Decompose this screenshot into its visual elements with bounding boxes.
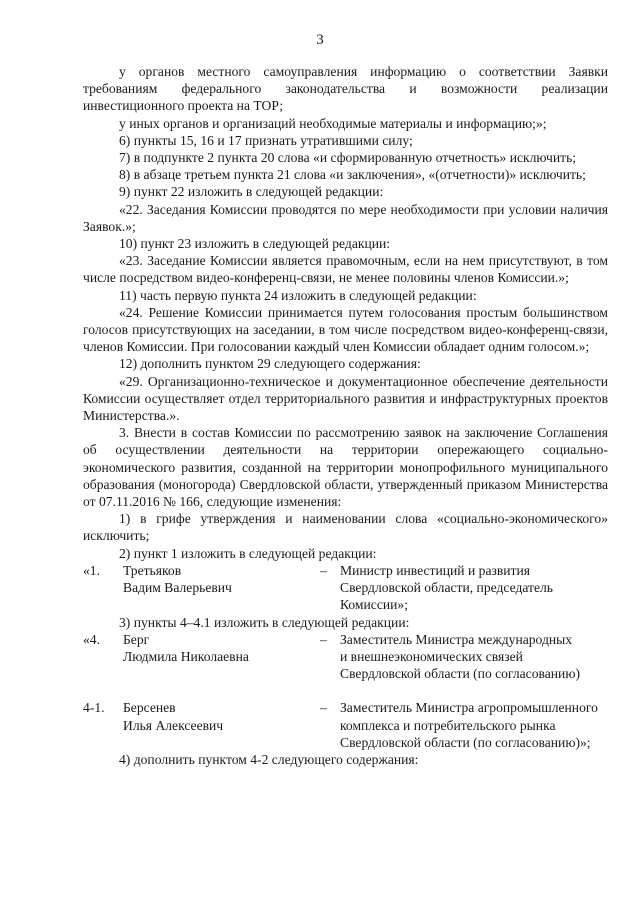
paragraph-2: у иных органов и организаций необходимые материалы и информацию;»; [119,115,547,131]
paragraph-clause-24: «24. Решение Комиссии принимается путем голосования простым большинством голосов присутствующих на заседании, в том числе посредством видео-конференц-связи, членов Комиссии. При голосовании каждый член Комиссии обладает одним голосом.»; [83,304,608,355]
member-name [123,631,320,683]
member-entry-4 [83,631,608,683]
paragraph-item-6: 6) пункты 15, 16 и 17 признать утратившими силу; [119,132,413,148]
member-surname: Берг [123,631,150,647]
document-body [83,63,608,768]
member-surname: Берсенев [123,700,176,716]
member-entry-1 [83,562,608,614]
member-position [340,562,608,614]
member-dash: – [320,631,327,647]
member-position [340,699,608,751]
paragraph-clause-22: «22. Заседания Комиссии проводятся по мере необходимости при условии наличия Заявок.»; [83,201,608,234]
paragraph-item-8: 8) в абзаце третьем пункта 21 слова «и заключения», «(отчетности)» исключить; [119,167,586,183]
paragraph-clause-23: «23. Заседание Комиссии является правомочным, если на нем присутствуют, в том числе посредством видео-конференц-связи, не менее половины членов Комиссии.»; [83,253,608,286]
member-entry-4-1 [83,699,608,751]
member-given-name: Вадим Валерьевич [123,580,232,596]
member-given-name: Илья Алексеевич [123,717,224,733]
paragraph-item-7: 7) в подпункте 2 пункта 20 слова «и сформированную отчетность» исключить; [119,150,577,166]
member-number: «1. [83,562,100,578]
member-given-name: Людмила Николаевна [123,648,249,664]
paragraph-change-2: 2) пункт 1 изложить в следующей редакции: [119,545,377,561]
member-dash: – [320,700,327,716]
member-position-line: комплекса и потребительского рынка [340,717,556,733]
paragraph-1: у органов местного самоуправления информацию о соответствии Заявки требованиям федерального законодательства и возможности реализации инвестиционного проекта на ТОР; [83,64,608,114]
member-position-line: Заместитель Министра агропромышленного [340,700,598,716]
paragraph-item-11: 11) часть первую пункта 24 изложить в следующей редакции: [119,287,477,303]
page-number: 3 [316,32,324,48]
member-name [123,699,320,751]
paragraph-change-3: 3) пункты 4–4.1 изложить в следующей редакции: [119,614,410,630]
paragraph-change-4: 4) дополнить пунктом 4-2 следующего содержания: [119,751,419,767]
paragraph-item-12: 12) дополнить пунктом 29 следующего содержания: [119,356,421,372]
member-position-line: Свердловской области (по согласованию)»; [340,734,591,750]
member-surname: Третьяков [123,562,182,578]
member-number: «4. [83,631,100,647]
member-position-line: Заместитель Министра международных [340,631,573,647]
paragraph-clause-29: «29. Организационно-техническое и документационное обеспечение деятельности Комиссии осуществляет отдел территориального развития и инфраструктурных проектов Министерства.». [83,373,608,424]
paragraph-item-10: 10) пункт 23 изложить в следующей редакции: [119,236,391,252]
member-position [340,631,608,683]
member-position-line: и внешнеэкономических связей [340,648,523,664]
member-name [123,562,320,614]
member-position-line: Свердловской области (по согласованию) [340,666,581,682]
member-position-line: Свердловской области, председатель [340,580,553,596]
member-number: 4-1. [83,700,105,716]
member-position-line: Комиссии»; [340,597,408,613]
paragraph-item-9: 9) пункт 22 изложить в следующей редакции: [119,184,384,200]
paragraph-section-3: 3. Внести в состав Комиссии по рассмотрению заявок на заключение Соглашения об осуществлении деятельности на территории опережающего социально-экономического развития, созданной на территории монопрофильного муниципального образования (моногорода) Свердловской области, утвержденный приказом Министерства от 07.11.2016 № 166, следующие изменения: [83,425,608,510]
spacer [83,682,608,699]
member-position-line: Министр инвестиций и развития [340,562,531,578]
paragraph-change-1: 1) в грифе утверждения и наименовании слова «социально-экономического» исключить; [83,511,608,544]
member-dash: – [320,562,327,578]
